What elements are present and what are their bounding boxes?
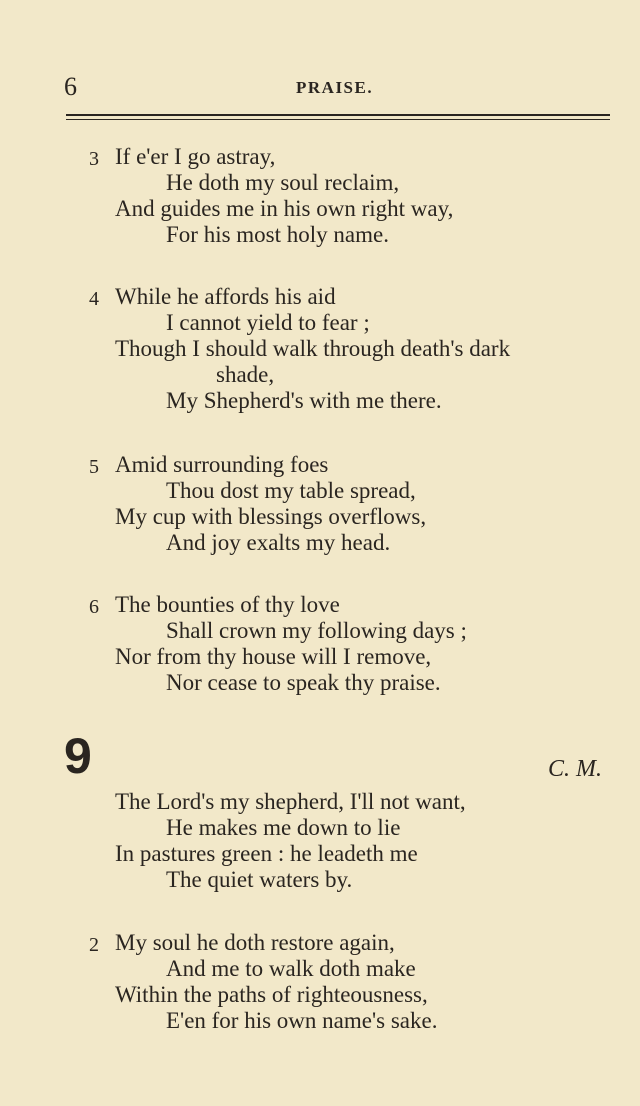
verse-line: While he affords his aid (115, 284, 336, 309)
verse-line: And joy exalts my head. (166, 530, 391, 555)
header-rule-thin (66, 119, 610, 120)
stanza-number: 5 (89, 456, 99, 478)
stanza-number: 2 (89, 934, 99, 956)
verse-line: Nor cease to speak thy praise. (166, 670, 441, 695)
hymn-meter: C. M. (548, 756, 602, 782)
verse-line: Within the paths of righteousness, (115, 982, 428, 1007)
hymn-number: 9 (64, 728, 92, 784)
page-header (0, 0, 640, 130)
verse-line: If e'er I go astray, (115, 144, 276, 169)
verse-line: shade, (216, 362, 275, 387)
verse-line: The Lord's my shepherd, I'll not want, (115, 789, 466, 814)
verse-line: I cannot yield to fear ; (166, 310, 370, 335)
running-head: PRAISE. (296, 78, 374, 97)
verse-line: The bounties of thy love (115, 592, 340, 617)
verse-line: Nor from thy house will I remove, (115, 644, 432, 669)
verse-line: Amid surrounding foes (115, 452, 329, 477)
verse-line: My cup with blessings overflows, (115, 504, 427, 529)
verse-line: For his most holy name. (166, 222, 389, 247)
verse-line: He doth my soul reclaim, (166, 170, 400, 195)
verse-line: In pastures green : he leadeth me (115, 841, 418, 866)
verse-line: He makes me down to lie (166, 815, 401, 840)
stanza-number: 3 (89, 148, 99, 170)
verse-line: Thou dost my table spread, (166, 478, 416, 503)
stanza-number: 4 (89, 288, 99, 310)
verse-line: My soul he doth restore again, (115, 930, 395, 955)
verse-line: And me to walk doth make (166, 956, 416, 981)
verse-line: The quiet waters by. (166, 867, 353, 892)
verse-line: My Shepherd's with me there. (166, 388, 442, 413)
stanza-number: 6 (89, 596, 99, 618)
verse-line: E'en for his own name's sake. (166, 1008, 438, 1033)
verse-line: And guides me in his own right way, (115, 196, 454, 221)
verse-line: Though I should walk through death's dark (115, 336, 511, 361)
verse-line: Shall crown my following days ; (166, 618, 467, 643)
page-number: 6 (64, 72, 77, 101)
header-rule (66, 114, 610, 116)
